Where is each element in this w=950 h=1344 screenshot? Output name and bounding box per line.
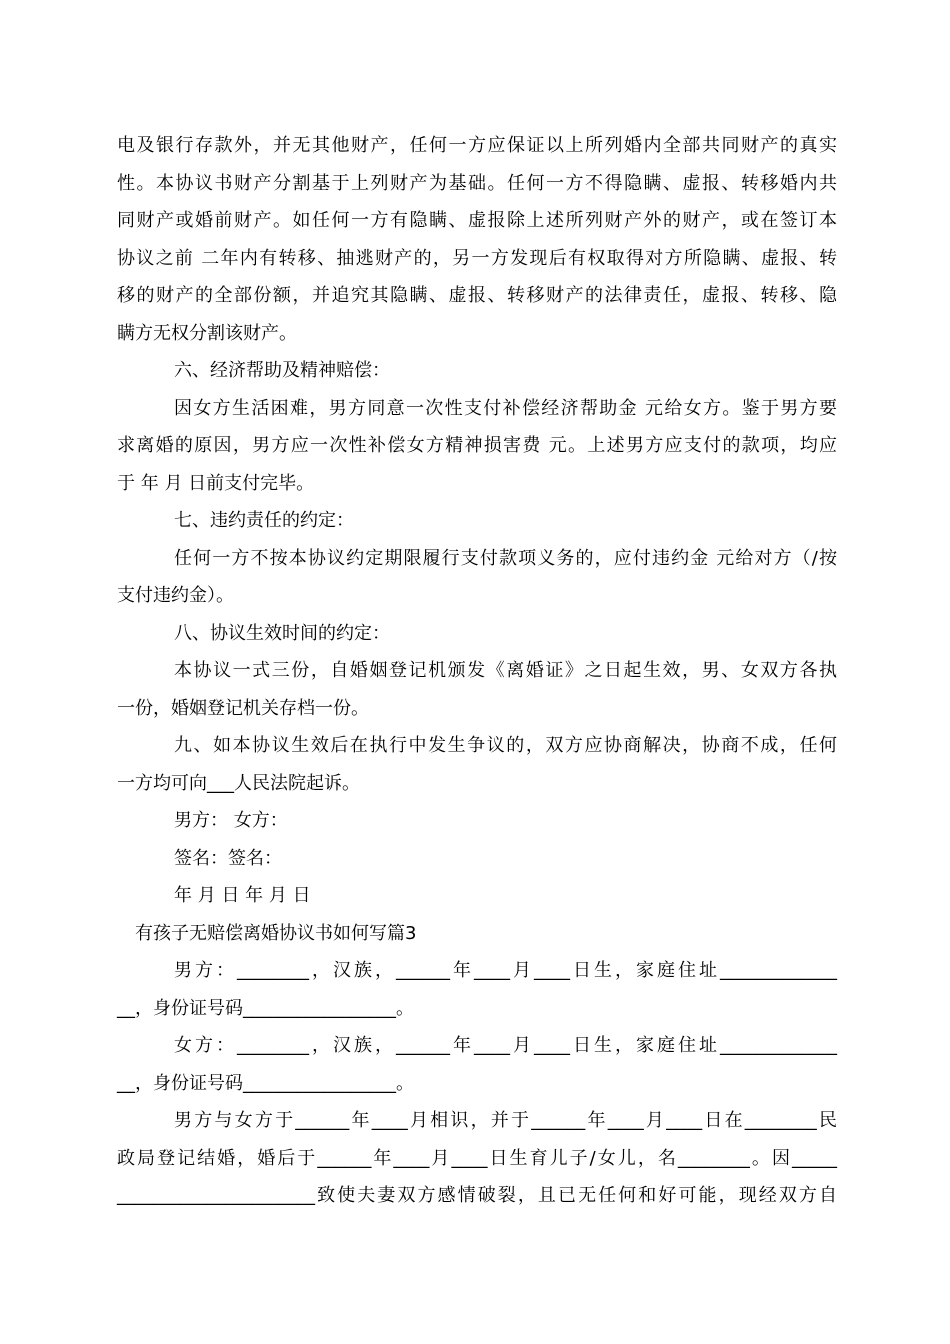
text-line: 一份，婚姻登记机关存档一份。: [117, 697, 369, 719]
text-line: __，身份证号码_________________。: [117, 997, 414, 1019]
text-line: 本协议一式三份，自婚姻登记机颁发《离婚证》之日起生效，男、女双方各执: [174, 660, 837, 681]
text-line: 政局登记结婚，婚后于______年____月____日生育儿子/女儿，名________。因_____: [117, 1147, 837, 1169]
text-line: 一方均可向___人民法院起诉。: [117, 772, 360, 794]
text-line: 支付违约金）。: [117, 585, 234, 606]
text-line: 移的财产的全部份额，并追究其隐瞒、虚报、转移财产的法律责任，虚报、转移、隐: [117, 285, 837, 306]
text-line: 同财产或婚前财产。如任何一方有隐瞒、虚报除上述所列财产外的财产，或在签订本: [117, 210, 837, 231]
text-line: 性。本协议书财产分割基于上列财产为基础。任何一方不得隐瞒、虚报、转移婚内共: [117, 172, 837, 194]
text-line: 瞒方无权分割该财产。: [117, 322, 297, 344]
text-line: 男方与女方于______年____月相识，并于______年____月____日在________民: [174, 1110, 837, 1131]
text-line: 因女方生活困难，男方同意一次性支付补偿经济帮助金 元给女方。鉴于男方要: [174, 397, 837, 419]
section-heading: 有孩子无赔偿离婚协议书如何写篇3: [135, 922, 417, 944]
text-line: 任何一方不按本协议约定期限履行支付款项义务的，应付违约金 元给对方（/按: [174, 547, 837, 569]
text-line: 九、如本协议生效后在执行中发生争议的，双方应协商解决，协商不成，任何: [174, 735, 837, 756]
text-line: __，身份证号码_________________。: [117, 1072, 414, 1094]
text-line: 电及银行存款外，并无其他财产，任何一方应保证以上所列婚内全部共同财产的真实: [117, 135, 837, 156]
text-line: 协议之前 二年内有转移、抽逃财产的，另一方发现后有权取得对方所隐瞒、虚报、转: [117, 247, 837, 269]
text-line: 年 月 日 年 月 日: [174, 885, 311, 906]
text-line: 七、违约责任的约定：: [174, 510, 354, 531]
text-line: 于 年 月 日前支付完毕。: [117, 472, 315, 494]
text-line: 八、协议生效时间的约定：: [174, 622, 390, 644]
text-line: 求离婚的原因，男方应一次性补偿女方精神损害费 元。上述男方应支付的款项，均应: [117, 435, 837, 456]
text-line: 女方：________，汉族，______年____月____日生，家庭住址_____________: [174, 1035, 837, 1056]
text-line: 男方： 女方：: [174, 810, 288, 831]
text-line: 签名：签名：: [174, 847, 282, 869]
text-line: 男方：________，汉族，______年____月____日生，家庭住址_____________: [174, 960, 837, 981]
text-line: ______________________致使夫妻双方感情破裂，且已无任何和好可能，现经双方自: [117, 1185, 837, 1206]
text-line: 六、经济帮助及精神赔偿：: [174, 360, 390, 381]
document-body: [117, 127, 837, 1215]
